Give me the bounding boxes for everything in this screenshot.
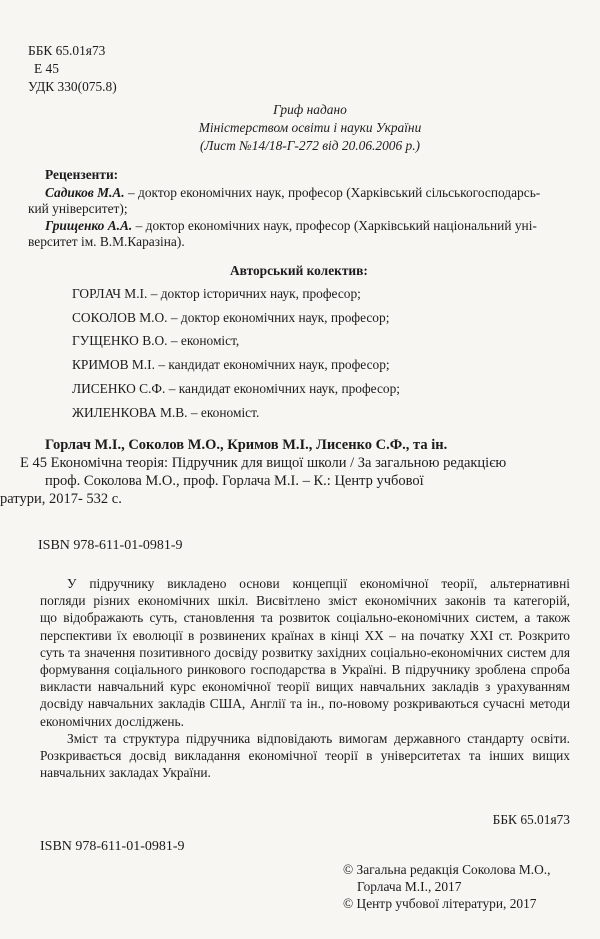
reviewer-name: Грищенко А.А. [45,218,133,233]
abstract-line: економічних досліджень. [40,713,185,729]
abstract-line: формування соціального ринкового господарства в Україні. В підручнику зроблена спроба [40,662,570,678]
udk-code: УДК 330(075.8) [28,79,117,94]
reviewer-1-cont: кий університет); [28,201,128,216]
author-item: ЖИЛЕНКОВА М.В. – економіст. [72,405,260,420]
abstract-line: досвіду навчальних закладів США, Англії та ін., по-новому розкриваються сучасні методи [40,696,570,712]
bib-line-3: ратури, 2017- 532 с. [0,491,122,507]
author-item: СОКОЛОВ М.О. – доктор економічних наук, професор; [72,310,390,325]
footer [40,811,570,912]
bib-line-2: проф. Соколова М.О., проф. Горлача М.І. – К.: Центр учбової [45,473,424,489]
isbn: ISBN 978-611-01-0981-9 [38,538,183,553]
copyright-publisher: © Центр учбової літератури, 2017 [343,896,537,912]
bib-line-1: Е 45 Економічна теорія: Підручник для вищої школи / За загальною редакцією [20,455,507,471]
abstract-line: Розкривається досвід викладання економічної теорії в університетах та інших вищих [40,748,570,764]
footer-isbn: ISBN 978-611-01-0981-9 [40,839,185,855]
abstract-line: що відображають суть, становлення та розвиток соціально-економічних систем, а також [40,610,570,626]
abstract-line: У підручнику викладено основи концепції економічної теорії, альтернативні [67,576,570,591]
abstract-line: погляди різних економічних шкіл. Висвітлено зміст економічних законів та категорій, [40,593,570,609]
copyright-editors: © Загальна редакція Соколова М.О., [343,862,551,878]
reviewers-heading: Рецензенти: [45,167,119,182]
abstract-line: викласти навчальний курс економічної теорії вищих навчальних закладів з урахуванням [40,679,570,695]
authors-heading: Авторський колектив: [230,263,368,278]
abstract-line: навчальних закладах України. [40,765,211,781]
bbk-code: ББК 65.01я73 [28,43,106,58]
reviewer-1 [45,184,540,201]
footer-bbk: ББК 65.01я73 [492,812,570,828]
reviewer-desc: – доктор економічних наук, професор (Харківський сільськогосподарсь- [124,185,541,200]
copyright-editors-cont: Горлача М.І., 2017 [357,879,462,895]
grif-line-3: (Лист №14/18-Г-272 від 20.06.2006 р.) [199,138,421,153]
author-item: ЛИСЕНКО С.Ф. – кандидат економічних наук, професор; [72,381,401,396]
grif-line-2: Міністерством освіти і науки України [198,120,422,135]
reviewer-2-cont: верситет ім. В.М.Каразіна). [28,234,185,249]
grif-line-1: Гриф надано [273,102,347,117]
author-item: КРИМОВ М.І. – кандидат економічних наук, професор; [72,357,390,372]
abstract-line: суть та значення позитивного досвіду розвитку західних соціально-економічних систем для [40,644,570,660]
author-item: ГУЩЕНКО В.О. – економіст, [72,333,240,348]
lower-content [40,575,570,912]
abstract-line: перспективи їх еволюції в розвинених країнах в кінці XX – на початку XXI ст. Розкрито [40,627,570,643]
abstract-paragraph-2 [40,730,570,782]
abstract-line: Зміст та структура підручника відповідають вимогам державного стандарту освіти. [67,730,570,746]
reviewer-desc: – доктор економічних наук, професор (Харківський національний уні- [132,218,537,233]
reviewer-2 [45,217,537,234]
abstract-paragraph-1 [40,575,570,730]
reviewer-name: Садиков М.А. [45,185,125,200]
bib-authors: Горлач М.І., Соколов М.О., Кримов М.І., Лисенко С.Ф., та ін. [45,437,448,453]
author-item: ГОРЛАЧ М.І. – доктор історичних наук, професор; [72,286,361,301]
book-index: Е 45 [34,61,59,76]
